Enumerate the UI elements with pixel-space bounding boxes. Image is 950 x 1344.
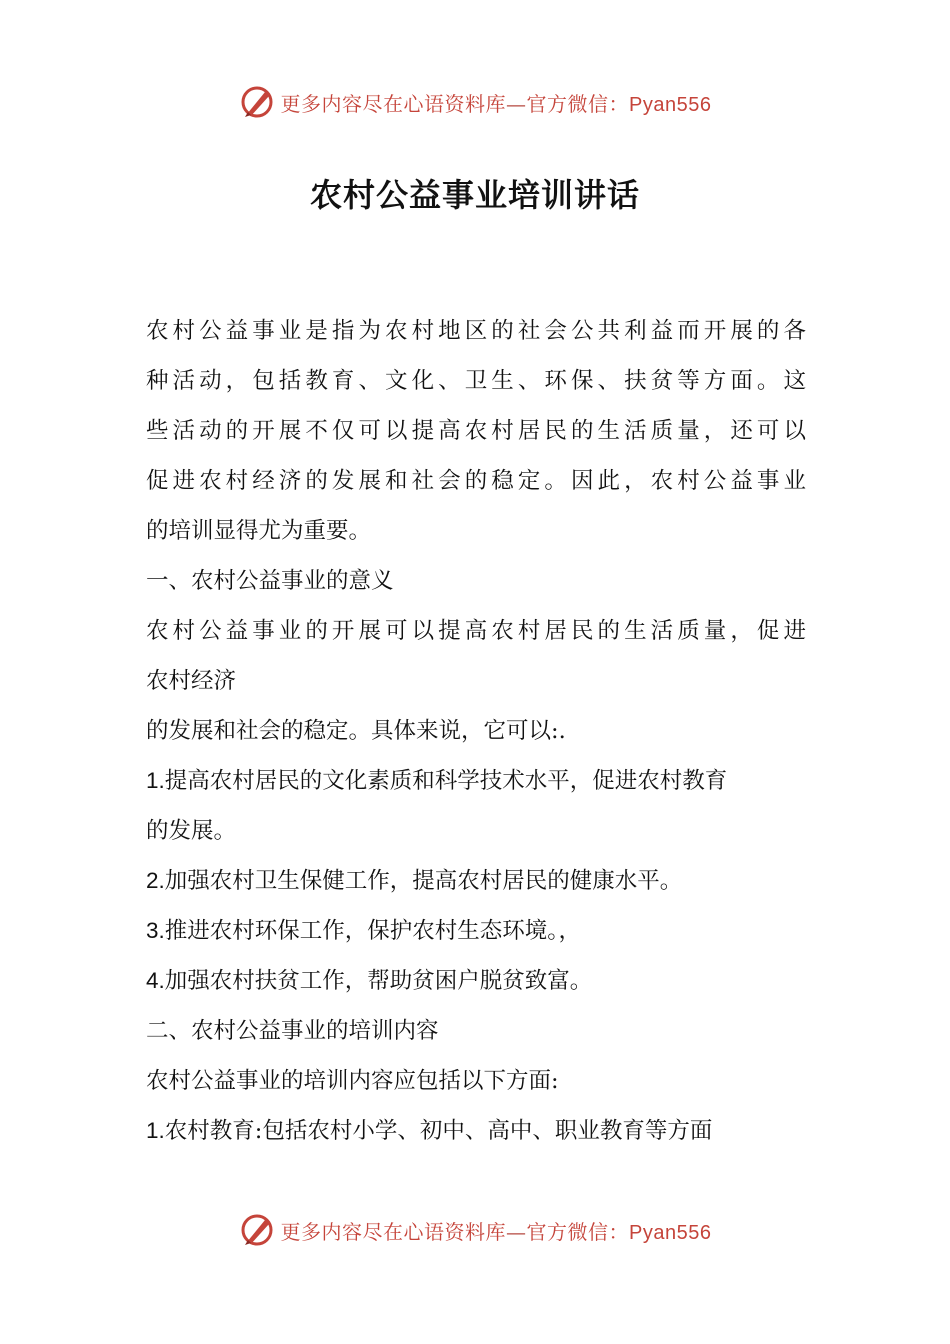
pen-logo-icon [239,1212,275,1248]
banner-slogan: 更多内容尽在心语资料库 [280,91,507,116]
footer-banner [0,1210,950,1250]
banner-text [281,1216,712,1245]
paragraph-line: 农村公益事业是指为农村地区的社会公共利益而开展的各 [146,318,806,344]
list-number: 2. [146,868,165,893]
banner-wechat-label: 官方微信： [526,1219,630,1244]
list-item-text: 提高农村居民的文化素质和科学技术水平，促进农村教育 [164,768,728,794]
pen-logo-icon [239,84,275,120]
list-item [146,906,806,956]
list-number: 4. [146,968,165,993]
list-item-text: 加强农村卫生保健工作，提高农村居民的健康水平。 [164,868,683,894]
document-title: 农村公益事业培训讲话 [309,176,640,214]
banner-wechat-id: Pyan556 [629,93,712,116]
banner-wechat-label: 官方微信： [526,91,630,116]
paragraph-line: 农村公益事业的培训内容应包括以下方面: [146,1068,559,1094]
banner-separator: — [506,1219,527,1244]
list-item-text: 推进农村环保工作，保护农村生态环境。， [164,918,582,944]
list-item [146,956,806,1006]
banner-separator: — [506,91,527,116]
banner-slogan: 更多内容尽在心语资料库 [280,1219,507,1244]
banner-wechat-id: Pyan556 [629,1221,712,1244]
paragraph-line: 些活动的开展不仅可以提高农村居民的生活质量，还可以 [146,418,806,444]
list-number: 1. [146,768,165,793]
header-banner [0,82,950,122]
paragraph-line: 农村公益事业的开展可以提高农村居民的生活质量，促进 [146,618,806,644]
list-item [146,1106,806,1156]
paragraph-line: 的发展。 [146,818,237,844]
list-item-text: 加强农村扶贫工作，帮助贫困户脱贫致富。 [164,968,593,994]
section-heading: 一、农村公益事业的意义 [146,568,394,594]
paragraph-line: 农村经济 [146,668,237,694]
list-number: 3. [146,918,165,943]
banner-text [281,88,712,117]
list-number: 1. [146,1118,165,1143]
list-item [146,756,806,806]
section-heading: 二、农村公益事业的培训内容 [146,1018,439,1044]
document-body [146,306,806,1156]
paragraph-line: 的培训显得尤为重要。 [146,518,372,544]
list-item [146,856,806,906]
paragraph-line: 的发展和社会的稳定。具体来说，它可以:. [146,718,566,744]
list-item-text: 农村教育:包括农村小学、初中、高中、职业教育等方面 [164,1118,713,1144]
paragraph-line: 促进农村经济的发展和社会的稳定。因此，农村公益事业 [146,468,806,494]
paragraph-line: 种活动，包括教育、文化、卫生、环保、扶贫等方面。这 [146,368,806,394]
